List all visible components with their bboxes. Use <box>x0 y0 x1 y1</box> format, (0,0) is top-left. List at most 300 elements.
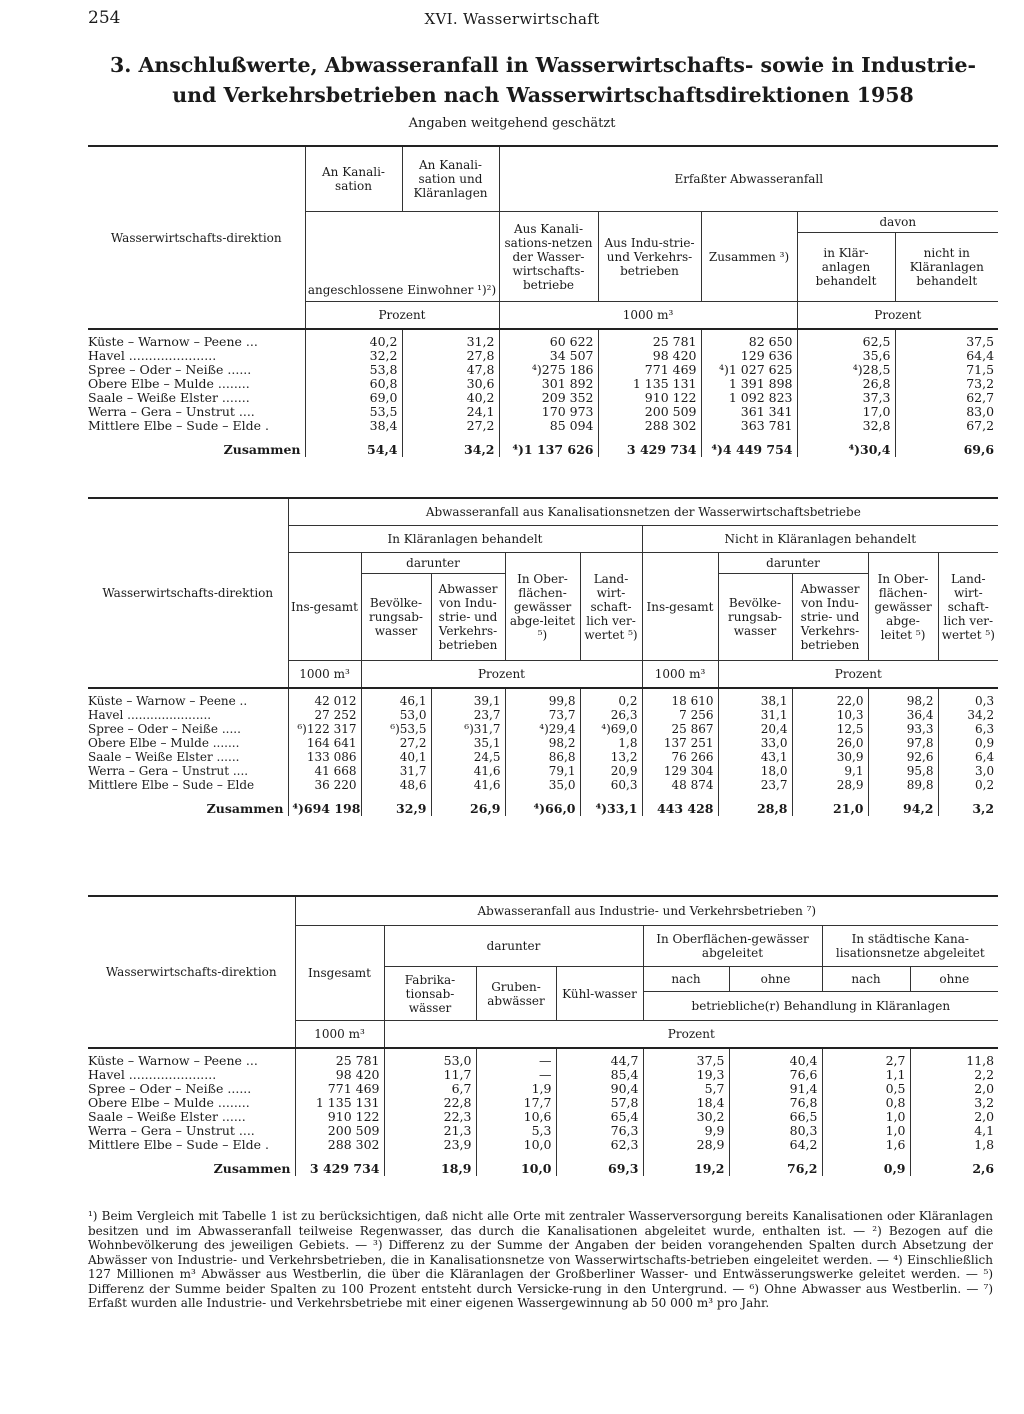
cell: 910 122 <box>295 1110 384 1124</box>
cell: 27,8 <box>402 349 499 363</box>
cell: ⁴)694 198 <box>288 802 361 816</box>
cell: 40,2 <box>402 391 499 405</box>
cell: 2,7 <box>822 1054 910 1068</box>
group-header: darunter <box>384 926 643 967</box>
cell: 1,0 <box>822 1110 910 1124</box>
cell: 53,8 <box>305 363 402 377</box>
cell: 73,2 <box>966 376 995 391</box>
cell: 35,1 <box>431 736 505 750</box>
cell: 443 428 <box>642 802 718 816</box>
col-header: Zusammen ³) <box>701 212 797 302</box>
cell: 60,8 <box>305 377 402 391</box>
group-header: darunter <box>361 553 505 574</box>
row-label: Havel ...................... <box>88 1068 295 1082</box>
cell: 2,0 <box>974 1081 995 1096</box>
cell: 4,1 <box>974 1123 995 1138</box>
cell: 31,1 <box>718 708 792 722</box>
col-header: Land-wirt-schaft-lich ver-wertet ⁵) <box>580 553 642 661</box>
cell: 83,0 <box>966 404 995 419</box>
cell: 33,0 <box>718 736 792 750</box>
cell: 288 302 <box>295 1138 384 1152</box>
cell: 98,2 <box>868 694 938 708</box>
cell: 0,2 <box>580 694 642 708</box>
group-header: betriebliche(r) Behandlung in Kläranlagen <box>643 992 998 1021</box>
total-label: Zusammen <box>88 802 288 816</box>
cell: 288 302 <box>598 419 701 433</box>
col-header: ohne <box>729 967 822 992</box>
cell: 48,6 <box>361 778 431 792</box>
cell: 76,2 <box>729 1162 822 1176</box>
cell: 23,7 <box>431 708 505 722</box>
cell: 10,3 <box>792 708 868 722</box>
cell: 3,2 <box>974 1095 995 1110</box>
cell: 10,6 <box>476 1110 556 1124</box>
row-label: Küste – Warnow – Peene .. <box>88 694 288 708</box>
col-header: Abwasser von Indu-strie- und Verkehrs-betrieben <box>792 574 868 661</box>
cell: 37,5 <box>643 1054 729 1068</box>
cell: 82 650 <box>701 335 797 349</box>
row-label: Obere Elbe – Mulde ........ <box>88 377 305 391</box>
cell: 22,3 <box>384 1110 476 1124</box>
cell: 86,8 <box>505 750 580 764</box>
footnotes: ¹) Beim Vergleich mit Tabelle 1 ist zu berücksichtigen, daß nicht alle Orte mit zentraler Wasserversorgung bereits Kanalisationen oder Kläranlagen besitzen und im Abwasseranfall teilweise Regenwasser, das durch die Kanalisationen abgeleitet wurde, enthalten ist. — ²) Bezogen auf die Wohnbevölkerung des jeweiligen Gebiets. — ³) Differenz zu der Summe der Angaben der beiden vorangehenden Spalten durch Absetzung der Abwässer von Industrie- und Verkehrsbetrieben, die in Kanalisationsnetze von Wasserwirtschafts-betrieben eingeleitet werden. — ⁴) Einschließlich 127 Millionen m³ Abwässer aus Westberlin, die über die Kläranlagen der Großberliner Wasser- und Entwässerungswerke geleitet werden. — ⁵) Differenz der Summe beider Spalten zu 100 Prozent entsteht durch Versicke-rung in den Untergrund. — ⁶) Ohne Abwasser aus Westberlin. — ⁷) Erfaßt wurden alle Industrie- und Verkehrsbetriebe mit einer eigenen Wassergewinnung ab 50 000 m³ pro Jahr. <box>88 1209 993 1310</box>
unit-header: Prozent <box>361 661 642 689</box>
cell: 53,0 <box>361 708 431 722</box>
cell: 48 874 <box>642 778 718 792</box>
table-row <box>88 1110 998 1124</box>
cell: 1,8 <box>580 736 642 750</box>
col-header: ohne <box>910 967 998 992</box>
cell: 18,0 <box>718 764 792 778</box>
cell: 76,8 <box>729 1096 822 1110</box>
cell: 5,3 <box>476 1124 556 1138</box>
cell: 25 781 <box>295 1054 384 1068</box>
cell: 2,2 <box>974 1067 995 1082</box>
group-header: In Oberflächen-gewässer abgeleitet <box>643 926 822 967</box>
page-number: 254 <box>88 8 121 28</box>
cell: 99,8 <box>505 694 580 708</box>
row-label: Saale – Weiße Elster ...... <box>88 750 288 764</box>
cell: 910 122 <box>598 391 701 405</box>
cell: 1 092 823 <box>701 391 797 405</box>
cell: 64,4 <box>966 348 995 363</box>
cell: ⁴)29,4 <box>505 722 580 736</box>
cell: 1,0 <box>822 1124 910 1138</box>
cell: 76 266 <box>642 750 718 764</box>
cell: 41,6 <box>431 778 505 792</box>
cell: ⁴)275 186 <box>499 363 598 377</box>
cell: 30,9 <box>792 750 868 764</box>
cell: 12,5 <box>792 722 868 736</box>
table-row <box>88 708 998 722</box>
cell: 92,6 <box>868 750 938 764</box>
cell: 85,4 <box>556 1068 643 1082</box>
page-subtitle: Angaben weitgehend geschätzt <box>408 116 616 131</box>
table-row <box>88 419 998 433</box>
cell: ⁶)53,5 <box>361 722 431 736</box>
row-label: Mittlere Elbe – Sude – Elde <box>88 778 288 792</box>
cell: 62,5 <box>797 335 895 349</box>
cell: 46,1 <box>361 694 431 708</box>
cell: 0,5 <box>822 1082 910 1096</box>
cell: 24,1 <box>402 405 499 419</box>
stub-header: Wasserwirtschafts-direktion <box>88 146 305 329</box>
cell: 28,8 <box>718 802 792 816</box>
cell: 1 135 131 <box>295 1096 384 1110</box>
cell: 42 012 <box>288 694 361 708</box>
cell: 38,4 <box>305 419 402 433</box>
unit-header: 1000 m³ <box>499 302 797 330</box>
cell: ⁴)1 137 626 <box>499 443 598 457</box>
cell: 133 086 <box>288 750 361 764</box>
row-label: Saale – Weiße Elster ...... <box>88 1110 295 1124</box>
cell: 53,0 <box>384 1054 476 1068</box>
cell: 44,7 <box>556 1054 643 1068</box>
cell: 771 469 <box>598 363 701 377</box>
col-header: Aus Indu-strie- und Verkehrs-betrieben <box>598 212 701 302</box>
cell: ⁶)31,7 <box>431 722 505 736</box>
cell: 54,4 <box>305 443 402 457</box>
col-header: in Klär-anlagen behandelt <box>797 233 895 302</box>
cell: 361 341 <box>701 405 797 419</box>
page-title: 3. Anschlußwerte, Abwasseranfall in Wasserwirtschafts- sowie in Industrie- und Verkehrsbetrieben nach Wasserwirtschaftsdirektionen 1958 <box>109 53 977 107</box>
table-industrie <box>88 895 998 1176</box>
cell: 164 641 <box>288 736 361 750</box>
cell: 62,3 <box>556 1138 643 1152</box>
cell: 66,5 <box>729 1110 822 1124</box>
col-header: In Ober-flächen-gewässer abge-leitet ⁵) <box>868 553 938 661</box>
cell: 0,8 <box>822 1096 910 1110</box>
cell: 209 352 <box>499 391 598 405</box>
group-header: davon <box>797 212 998 233</box>
group-header: Abwasseranfall aus Kanalisationsnetzen der Wasserwirtschaftsbetriebe <box>288 498 998 526</box>
cell: 38,1 <box>718 694 792 708</box>
cell: 20,4 <box>718 722 792 736</box>
col-header: Ins-gesamt <box>642 553 718 661</box>
cell: 37,5 <box>966 334 995 349</box>
row-label: Werra – Gera – Unstrut .... <box>88 405 305 419</box>
cell: 26,8 <box>797 377 895 391</box>
table-row <box>88 694 998 708</box>
col-header: Land-wirt-schaft-lich ver-wertet ⁵) <box>938 553 998 661</box>
cell: 76,3 <box>556 1124 643 1138</box>
total-label: Zusammen <box>88 443 305 457</box>
cell: 18 610 <box>642 694 718 708</box>
cell: 21,3 <box>384 1124 476 1138</box>
cell: 90,4 <box>556 1082 643 1096</box>
table-row <box>88 778 998 792</box>
cell: 93,3 <box>868 722 938 736</box>
cell: 6,7 <box>384 1082 476 1096</box>
total-row <box>88 1162 998 1176</box>
cell: 22,8 <box>384 1096 476 1110</box>
row-label: Werra – Gera – Unstrut .... <box>88 1124 295 1138</box>
cell: 73,7 <box>505 708 580 722</box>
cell: 89,8 <box>868 778 938 792</box>
cell: 1,8 <box>974 1137 995 1152</box>
cell: 18,9 <box>384 1162 476 1176</box>
cell: 11,8 <box>966 1053 995 1068</box>
table-row <box>88 1124 998 1138</box>
col-header: Fabrika-tionsab-wässer <box>384 967 476 1021</box>
cell: 2,0 <box>974 1109 995 1124</box>
cell: 6,3 <box>975 722 995 736</box>
col-header: Aus Kanali-sations-netzen der Wasser-wirtschafts-betriebe <box>499 212 598 302</box>
cell: 17,0 <box>797 405 895 419</box>
cell: 7 256 <box>642 708 718 722</box>
table-row <box>88 1054 998 1068</box>
cell: 98 420 <box>295 1068 384 1082</box>
cell: 39,1 <box>431 694 505 708</box>
unit-header: Prozent <box>305 302 499 330</box>
row-label: Mittlere Elbe – Sude – Elde . <box>88 419 305 433</box>
cell: 65,4 <box>556 1110 643 1124</box>
row-label: Havel ...................... <box>88 349 305 363</box>
group-header: In Kläranlagen behandelt <box>288 526 642 553</box>
row-label: Obere Elbe – Mulde ....... <box>88 736 288 750</box>
table-row <box>88 377 998 391</box>
cell: 64,2 <box>729 1138 822 1152</box>
cell: 0,2 <box>975 778 995 792</box>
cell: 0,9 <box>975 736 995 750</box>
cell: 27,2 <box>402 419 499 433</box>
cell: 85 094 <box>499 419 598 433</box>
cell: 98 420 <box>598 349 701 363</box>
row-label: Küste – Warnow – Peene ... <box>88 1054 295 1068</box>
table-row <box>88 405 998 419</box>
cell: 19,3 <box>643 1068 729 1082</box>
cell: 69,0 <box>305 391 402 405</box>
cell: 19,2 <box>643 1162 729 1176</box>
total-label: Zusammen <box>88 1162 295 1176</box>
cell: 3,0 <box>975 764 995 778</box>
stub-header: Wasserwirtschafts-direktion <box>88 498 288 688</box>
cell: 170 973 <box>499 405 598 419</box>
cell: 200 509 <box>598 405 701 419</box>
cell: 25 781 <box>598 335 701 349</box>
cell: 95,8 <box>868 764 938 778</box>
cell: 10,0 <box>476 1162 556 1176</box>
cell: 34,2 <box>967 708 995 722</box>
cell: 9,1 <box>792 764 868 778</box>
table-row <box>88 349 998 363</box>
cell: 11,7 <box>384 1068 476 1082</box>
cell: 0,3 <box>975 694 995 708</box>
cell: 40,2 <box>305 335 402 349</box>
cell: 17,7 <box>476 1096 556 1110</box>
cell: 94,2 <box>868 802 938 816</box>
cell: 36,4 <box>868 708 938 722</box>
row-label: Küste – Warnow – Peene ... <box>88 335 305 349</box>
cell: 6,4 <box>975 750 995 764</box>
cell: 71,5 <box>966 362 995 377</box>
cell: ⁴)33,1 <box>580 802 642 816</box>
table-row <box>88 1138 998 1152</box>
col-header: Insgesamt <box>295 926 384 1021</box>
cell: 137 251 <box>642 736 718 750</box>
unit-header: 1000 m³ <box>642 661 718 689</box>
cell: ⁴)4 449 754 <box>701 443 797 457</box>
cell: 97,8 <box>868 736 938 750</box>
cell: 34,2 <box>402 443 499 457</box>
table-row <box>88 335 998 349</box>
group-header: Erfaßter Abwasseranfall <box>499 146 998 212</box>
group-header: Abwasseranfall aus Industrie- und Verkehrsbetrieben ⁷) <box>295 896 998 926</box>
cell: 30,6 <box>402 377 499 391</box>
running-head: XVI. Wasserwirtschaft <box>424 10 600 28</box>
cell: 301 892 <box>499 377 598 391</box>
cell: 32,8 <box>797 419 895 433</box>
total-row <box>88 443 998 457</box>
cell: 98,2 <box>505 736 580 750</box>
cell: 32,9 <box>361 802 431 816</box>
cell: 26,9 <box>431 802 505 816</box>
cell: 10,0 <box>476 1138 556 1152</box>
cell: 20,9 <box>580 764 642 778</box>
cell: 25 867 <box>642 722 718 736</box>
cell: 60,3 <box>580 778 642 792</box>
cell: — <box>476 1054 556 1068</box>
cell: 771 469 <box>295 1082 384 1096</box>
cell: 1 135 131 <box>598 377 701 391</box>
cell: 27,2 <box>361 736 431 750</box>
cell: — <box>476 1068 556 1082</box>
row-label: Mittlere Elbe – Sude – Elde . <box>88 1138 295 1152</box>
table-row <box>88 391 998 405</box>
cell: 62,7 <box>966 390 995 405</box>
cell: 3,2 <box>972 801 995 816</box>
cell: 67,2 <box>966 418 995 433</box>
col-header: In Ober-flächen-gewässer abge-leitet ⁵) <box>505 553 580 661</box>
cell: 34 507 <box>499 349 598 363</box>
stub-header: Wasserwirtschafts-direktion <box>88 896 295 1048</box>
cell: 28,9 <box>792 778 868 792</box>
group-header: In städtische Kana-lisationsnetze abgeleitet <box>822 926 998 967</box>
cell: 1 391 898 <box>701 377 797 391</box>
table-row <box>88 750 998 764</box>
cell: 0,9 <box>822 1162 910 1176</box>
cell: 69,6 <box>963 442 995 457</box>
col-header: Ins-gesamt <box>288 553 361 661</box>
cell: 80,3 <box>729 1124 822 1138</box>
cell: 43,1 <box>718 750 792 764</box>
col-header: An Kanali-sation und Kläranlagen <box>402 146 499 212</box>
cell: 13,2 <box>580 750 642 764</box>
cell: 57,8 <box>556 1096 643 1110</box>
cell: 26,3 <box>580 708 642 722</box>
cell: ⁴)66,0 <box>505 802 580 816</box>
group-header: Nicht in Kläranlagen behandelt <box>642 526 998 553</box>
cell: 1,6 <box>822 1138 910 1152</box>
col-header: An Kanali-sation <box>305 146 402 212</box>
cell: 363 781 <box>701 419 797 433</box>
col-header: nach <box>643 967 729 992</box>
row-label: Obere Elbe – Mulde ........ <box>88 1096 295 1110</box>
col-header: nicht in Kläranlagen behandelt <box>895 233 998 302</box>
col-header: angeschlossene Einwohner ¹)²) <box>305 212 499 302</box>
unit-header: 1000 m³ <box>288 661 361 689</box>
cell: 53,5 <box>305 405 402 419</box>
col-header: Bevölke-rungsab-wasser <box>718 574 792 661</box>
col-header: Abwasser von Indu-strie- und Verkehrs-betrieben <box>431 574 505 661</box>
cell: 200 509 <box>295 1124 384 1138</box>
total-row <box>88 802 998 816</box>
cell: 26,0 <box>792 736 868 750</box>
col-header: nach <box>822 967 910 992</box>
cell: 40,1 <box>361 750 431 764</box>
cell: ⁴)28,5 <box>797 363 895 377</box>
row-label: Spree – Oder – Neiße ...... <box>88 1082 295 1096</box>
cell: 47,8 <box>402 363 499 377</box>
table-row <box>88 736 998 750</box>
col-header: Kühl-wasser <box>556 967 643 1021</box>
cell: ⁴)1 027 625 <box>701 363 797 377</box>
cell: 37,3 <box>797 391 895 405</box>
cell: 24,5 <box>431 750 505 764</box>
cell: 30,2 <box>643 1110 729 1124</box>
cell: 27 252 <box>288 708 361 722</box>
cell: 3 429 734 <box>598 443 701 457</box>
row-label: Spree – Oder – Neiße ...... <box>88 363 305 377</box>
unit-header: Prozent <box>874 308 922 322</box>
row-label: Spree – Oder – Neiße ..... <box>88 722 288 736</box>
table-anschlusswerte <box>88 145 998 457</box>
cell: 9,9 <box>643 1124 729 1138</box>
table-row <box>88 363 998 377</box>
cell: 79,1 <box>505 764 580 778</box>
cell: 1,1 <box>822 1068 910 1082</box>
row-label: Saale – Weiße Elster ....... <box>88 391 305 405</box>
table-kanalisation <box>88 497 998 816</box>
cell: 91,4 <box>729 1082 822 1096</box>
unit-header: Prozent <box>834 667 882 681</box>
unit-header: Prozent <box>667 1027 715 1041</box>
cell: 35,6 <box>797 349 895 363</box>
cell: ⁴)69,0 <box>580 722 642 736</box>
cell: 2,6 <box>972 1161 995 1176</box>
cell: 41,6 <box>431 764 505 778</box>
cell: 129 636 <box>701 349 797 363</box>
col-header: Gruben-abwässer <box>476 967 556 1021</box>
table-row <box>88 764 998 778</box>
cell: 35,0 <box>505 778 580 792</box>
group-header: darunter <box>718 553 868 574</box>
cell: 28,9 <box>643 1138 729 1152</box>
row-label: Werra – Gera – Unstrut .... <box>88 764 288 778</box>
cell: ⁴)30,4 <box>797 443 895 457</box>
cell: 5,7 <box>643 1082 729 1096</box>
cell: 76,6 <box>729 1068 822 1082</box>
cell: 129 304 <box>642 764 718 778</box>
table-row <box>88 1068 998 1082</box>
row-label: Havel ...................... <box>88 708 288 722</box>
cell: 21,0 <box>792 802 868 816</box>
cell: 1,9 <box>476 1082 556 1096</box>
table-row <box>88 1096 998 1110</box>
table-row <box>88 722 998 736</box>
cell: 69,3 <box>556 1162 643 1176</box>
cell: 23,7 <box>718 778 792 792</box>
cell: 3 429 734 <box>295 1162 384 1176</box>
cell: 60 622 <box>499 335 598 349</box>
cell: 40,4 <box>729 1054 822 1068</box>
unit-header: 1000 m³ <box>295 1021 384 1049</box>
cell: 32,2 <box>305 349 402 363</box>
table-row <box>88 1082 998 1096</box>
cell: 31,7 <box>361 764 431 778</box>
cell: 18,4 <box>643 1096 729 1110</box>
cell: 22,0 <box>792 694 868 708</box>
